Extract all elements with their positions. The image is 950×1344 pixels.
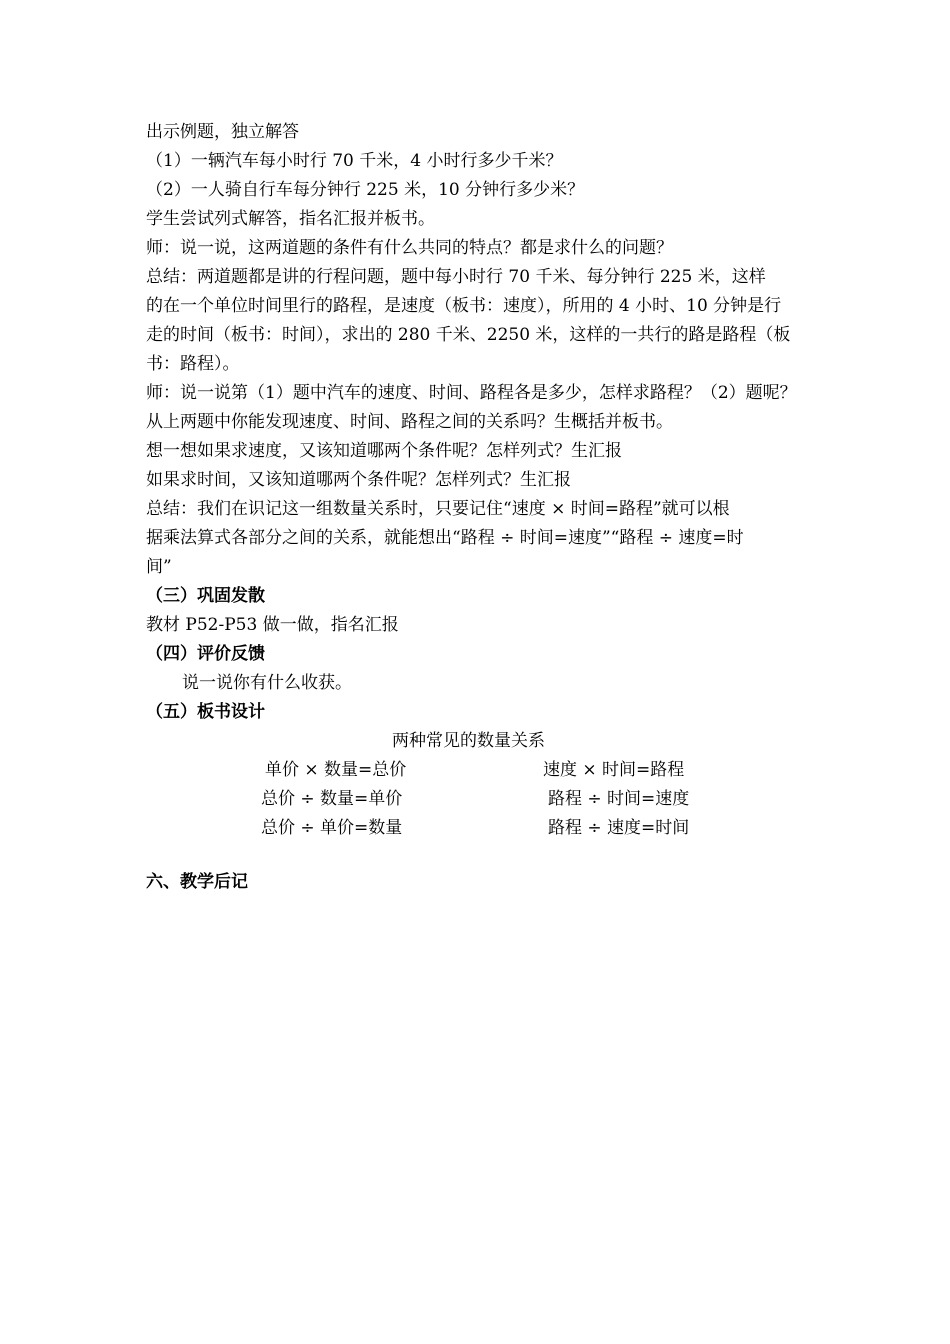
board-right-formula: 路程 ÷ 时间=速度 — [548, 789, 690, 809]
summary-line: 总结：两道题都是讲的行程问题，题中每小时行 70 千米、每分钟行 225 米，这样 — [146, 267, 766, 287]
paragraph-line: 想一想如果求速度，又该知道哪两个条件呢？怎样列式？生汇报 — [146, 441, 622, 461]
section-6-heading: 六、教学后记 — [146, 872, 248, 892]
paragraph-line: 从上两题中你能发现速度、时间、路程之间的关系吗？生概括并板书。 — [146, 412, 673, 432]
summary-line: 的在一个单位时间里行的路程，是速度（板书：速度），所用的 4 小时、10 分钟是行 — [146, 296, 782, 316]
section-5-heading: （五）板书设计 — [146, 702, 265, 722]
board-left-formula: 总价 ÷ 数量=单价 — [261, 789, 403, 809]
board-right-formula: 路程 ÷ 速度=时间 — [548, 818, 690, 838]
board-title: 两种常见的数量关系 — [392, 731, 545, 751]
example-2: （2）一人骑自行车每分钟行 225 米，10 分钟行多少米？ — [146, 180, 585, 200]
paragraph-line: 师：说一说第（1）题中汽车的速度、时间、路程各是多少，怎样求路程？（2）题呢？ — [146, 383, 797, 403]
board-left-formula: 总价 ÷ 单价=数量 — [261, 818, 403, 838]
example-1: （1）一辆汽车每小时行 70 千米，4 小时行多少千米？ — [146, 151, 563, 171]
paragraph-line: 学生尝试列式解答，指名汇报并板书。 — [146, 209, 435, 229]
section-4-heading: （四）评价反馈 — [146, 644, 265, 664]
board-left-formula: 单价 × 数量=总价 — [265, 760, 407, 780]
summary-line: 走的时间（板书：时间），求出的 280 千米、2250 米，这样的一共行的路是路程（板 — [146, 325, 791, 345]
board-right-formula: 速度 × 时间=路程 — [543, 760, 685, 780]
section-3-text: 教材 P52-P53 做一做，指名汇报 — [146, 615, 399, 635]
section-4-text: 说一说你有什么收获。 — [182, 673, 352, 693]
intro-line: 出示例题，独立解答 — [146, 122, 299, 142]
paragraph-line: 师：说一说，这两道题的条件有什么共同的特点？都是求什么的问题？ — [146, 238, 673, 258]
summary-line: 间” — [146, 557, 172, 577]
section-3-heading: （三）巩固发散 — [146, 586, 265, 606]
summary-line: 书：路程）。 — [146, 354, 240, 374]
paragraph-line: 如果求时间，又该知道哪两个条件呢？怎样列式？生汇报 — [146, 470, 571, 490]
summary-line: 据乘法算式各部分之间的关系，就能想出“路程 ÷ 时间=速度”“路程 ÷ 速度=时 — [146, 528, 744, 548]
summary-line: 总结：我们在识记这一组数量关系时，只要记住“速度 × 时间=路程”就可以根 — [146, 499, 730, 519]
